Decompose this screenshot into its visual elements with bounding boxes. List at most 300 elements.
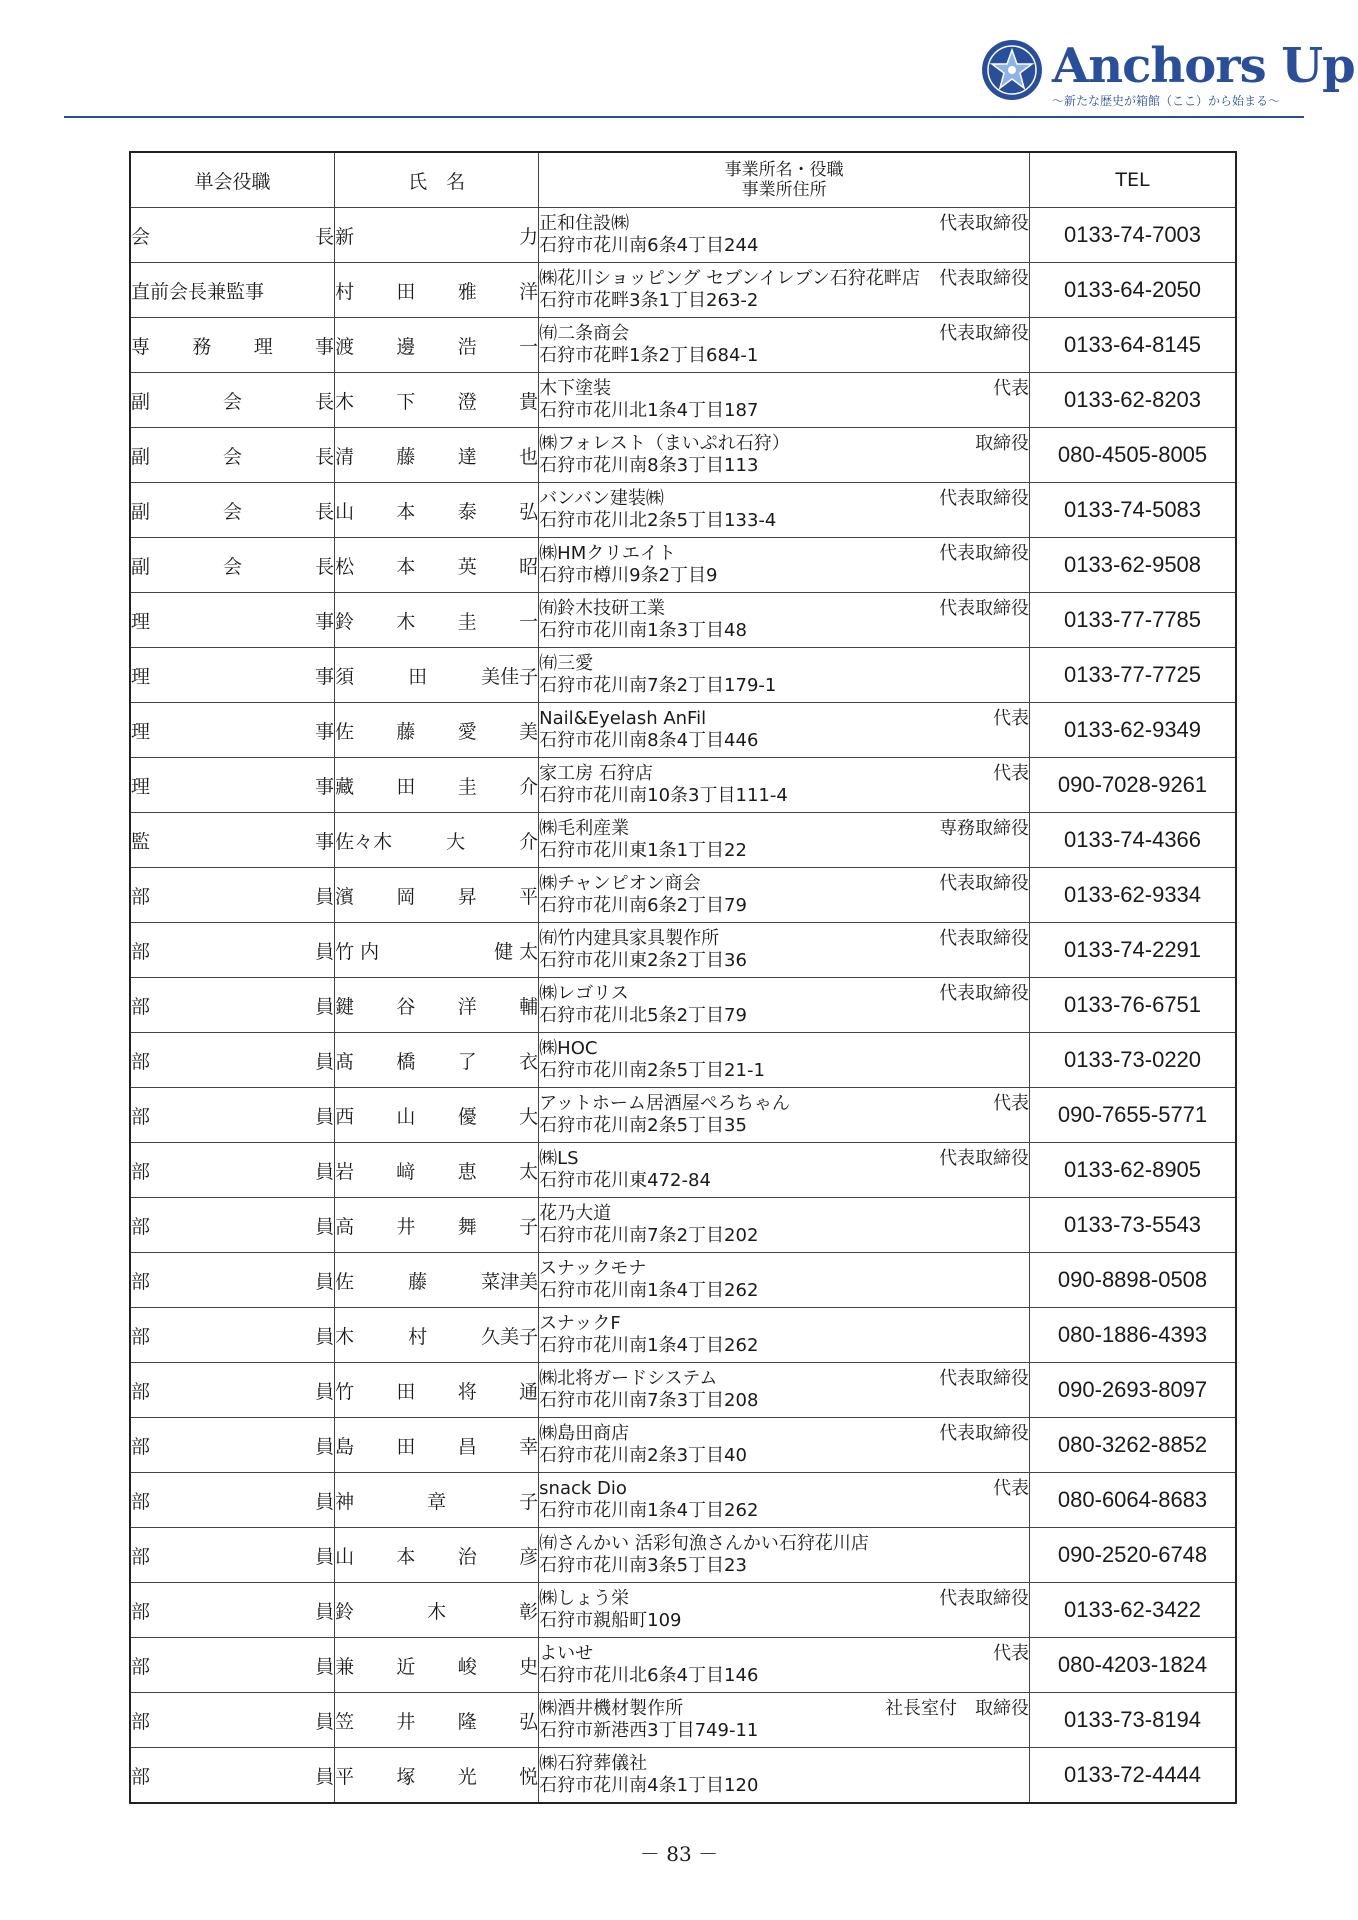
business-address: 石狩市花畔1条2丁目684-1 xyxy=(539,345,759,366)
job-position: 代表 xyxy=(993,1643,1030,1664)
role-char: 長 xyxy=(315,445,335,468)
business-cell xyxy=(539,648,1030,703)
role-char: 部 xyxy=(131,1655,151,1678)
table-row xyxy=(130,813,1236,868)
name-cell xyxy=(335,1583,539,1638)
business-cell xyxy=(539,1198,1030,1253)
name-part: 﨑 xyxy=(396,1160,416,1183)
company-name: バンバン建装㈱ xyxy=(539,488,664,509)
name-cell xyxy=(335,923,539,978)
tel-cell: 0133-74-7003 xyxy=(1030,208,1236,263)
role-char: 副 xyxy=(131,555,151,578)
business-address: 石狩市花川南7条2丁目202 xyxy=(539,1225,759,1246)
business-cell xyxy=(539,1473,1030,1528)
role-text xyxy=(131,1047,334,1074)
name-part: 雅 xyxy=(457,280,477,303)
company-name: スナックF xyxy=(539,1313,621,1334)
name-part: 一 xyxy=(519,335,539,358)
business-address: 石狩市花川南10条3丁目111-4 xyxy=(539,785,788,806)
company-name: ㈲竹内建具家具製作所 xyxy=(539,928,720,949)
role-text xyxy=(131,1102,334,1129)
name-part: 木 xyxy=(427,1600,447,1623)
name-part: 近 xyxy=(396,1655,416,1678)
role-text xyxy=(131,882,334,909)
column-header-business xyxy=(539,152,1030,208)
name-part: 本 xyxy=(396,555,416,578)
role-char: 員 xyxy=(315,1160,335,1183)
tel-cell: 0133-62-3422 xyxy=(1030,1583,1236,1638)
name-cell xyxy=(335,1143,539,1198)
name-part: 美佳子 xyxy=(481,665,539,688)
table-row xyxy=(130,1473,1236,1528)
role-text xyxy=(131,1322,334,1349)
role-char: 会 xyxy=(223,390,243,413)
table-row xyxy=(130,1748,1236,1804)
table-row xyxy=(130,758,1236,813)
role-text xyxy=(131,1652,334,1679)
role-cell xyxy=(130,1583,335,1638)
role-cell xyxy=(130,1143,335,1198)
role-char: 員 xyxy=(315,1215,335,1238)
table-header-row xyxy=(130,152,1236,208)
name-cell xyxy=(335,1253,539,1308)
name-part: 昌 xyxy=(457,1435,477,1458)
business-cell xyxy=(539,758,1030,813)
role-char: 部 xyxy=(131,1600,151,1623)
name-cell xyxy=(335,703,539,758)
company-name: ㈲さんかい 活彩旬漁さんかい石狩花川店 xyxy=(539,1533,869,1554)
business-cell xyxy=(539,1638,1030,1693)
name-part: 田 xyxy=(396,1380,416,1403)
role-char: 部 xyxy=(131,1765,151,1788)
role-text xyxy=(131,937,334,964)
business-cell xyxy=(539,1088,1030,1143)
member-name xyxy=(335,1377,538,1404)
business-address: 石狩市花川南7条2丁目179-1 xyxy=(539,675,777,696)
table-row xyxy=(130,318,1236,373)
role-cell xyxy=(130,1308,335,1363)
name-part: 佐 xyxy=(335,1270,355,1293)
column-header-role: 単会役職 xyxy=(130,152,335,208)
table-row xyxy=(130,648,1236,703)
name-part: 新 xyxy=(335,225,355,248)
tel-cell: 0133-73-5543 xyxy=(1030,1198,1236,1253)
name-part: 幸 xyxy=(519,1435,539,1458)
company-name: ㈱チャンピオン商会 xyxy=(539,873,701,894)
role-text xyxy=(131,277,334,304)
member-name xyxy=(335,882,538,909)
role-char: 監 xyxy=(131,830,151,853)
company-name: ㈱毛利産業 xyxy=(539,818,630,839)
brand-logo xyxy=(980,36,1355,112)
role-char: 員 xyxy=(315,1105,335,1128)
name-part: 輔 xyxy=(519,995,539,1018)
role-text xyxy=(131,1377,334,1404)
name-part: 鈴 xyxy=(335,610,355,633)
name-cell xyxy=(335,1748,539,1804)
member-name xyxy=(335,1267,538,1294)
job-position: 代表取締役 xyxy=(939,1368,1030,1389)
business-address: 石狩市花川南8条4丁目446 xyxy=(539,730,759,751)
name-part: 山 xyxy=(396,1105,416,1128)
name-part: 藤 xyxy=(408,1270,428,1293)
role-cell xyxy=(130,1253,335,1308)
company-name: ㈲二条商会 xyxy=(539,323,630,344)
tel-cell: 0133-74-2291 xyxy=(1030,923,1236,978)
name-part: 渡 xyxy=(335,335,355,358)
table-row xyxy=(130,1528,1236,1583)
tel-cell: 0133-62-8203 xyxy=(1030,373,1236,428)
business-address: 石狩市花川南3条5丁目23 xyxy=(539,1555,747,1576)
name-cell xyxy=(335,1693,539,1748)
name-cell xyxy=(335,1638,539,1693)
role-char: 員 xyxy=(315,885,335,908)
company-name: ㈱石狩葬儀社 xyxy=(539,1753,648,1774)
table-row xyxy=(130,1363,1236,1418)
table-row xyxy=(130,868,1236,923)
tel-cell: 0133-77-7785 xyxy=(1030,593,1236,648)
company-name: アットホーム居酒屋ぺろちゃん xyxy=(539,1093,790,1114)
member-name xyxy=(335,277,538,304)
role-text xyxy=(131,772,334,799)
name-part: 佐 xyxy=(335,720,355,743)
role-char: 部 xyxy=(131,940,151,963)
table-row xyxy=(130,1308,1236,1363)
tel-cell: 090-7655-5771 xyxy=(1030,1088,1236,1143)
role-char: 部 xyxy=(131,1160,151,1183)
name-part: 将 xyxy=(457,1380,477,1403)
company-name: ㈱酒井機材製作所 xyxy=(539,1698,684,1719)
role-text xyxy=(131,1212,334,1239)
role-char: 事 xyxy=(315,665,335,688)
job-position: 代表取締役 xyxy=(939,1423,1030,1444)
job-position: 代表取締役 xyxy=(939,323,1030,344)
table-row xyxy=(130,483,1236,538)
name-part: 介 xyxy=(519,830,539,853)
business-cell xyxy=(539,538,1030,593)
job-position: 代表 xyxy=(993,378,1030,399)
role-char: 部 xyxy=(131,1325,151,1348)
name-part: 鈴 xyxy=(335,1600,355,1623)
role-cell xyxy=(130,1693,335,1748)
table-row xyxy=(130,593,1236,648)
column-header-business-line1: 事業所名・役職 xyxy=(724,160,844,180)
business-name-line xyxy=(539,1148,1029,1170)
business-address: 石狩市花川南7条3丁目208 xyxy=(539,1390,759,1411)
tel-cell: 080-4505-8005 xyxy=(1030,428,1236,483)
company-name: 正和住設㈱ xyxy=(539,213,630,234)
role-cell xyxy=(130,483,335,538)
company-name: ㈱しょう栄 xyxy=(539,1588,630,1609)
name-part: 高 xyxy=(335,1215,355,1238)
name-part: 章 xyxy=(427,1490,447,1513)
business-cell xyxy=(539,428,1030,483)
member-name xyxy=(335,442,538,469)
name-part: 本 xyxy=(396,500,416,523)
role-char: 員 xyxy=(315,1380,335,1403)
roster-body xyxy=(130,208,1236,1804)
role-text xyxy=(131,387,334,414)
business-name-line xyxy=(539,433,1029,455)
member-name xyxy=(335,1322,538,1349)
tel-cell: 090-8898-0508 xyxy=(1030,1253,1236,1308)
company-name: ㈱HOC xyxy=(539,1038,598,1059)
role-cell xyxy=(130,1528,335,1583)
name-part: 治 xyxy=(457,1545,477,1568)
name-part: 清 xyxy=(335,445,355,468)
name-part: 太 xyxy=(519,1160,539,1183)
role-text xyxy=(131,332,334,359)
name-part: 衣 xyxy=(519,1050,539,1073)
business-address: 石狩市花川北6条4丁目146 xyxy=(539,1665,759,1686)
company-name: ㈱HMクリエイト xyxy=(539,543,676,564)
name-part: 笠 xyxy=(335,1710,355,1733)
company-name: ㈱花川ショッピング セブンイレブン石狩花畔店 xyxy=(539,268,920,289)
role-cell xyxy=(130,263,335,318)
name-part: 達 xyxy=(457,445,477,468)
name-part: 菜津美 xyxy=(481,1270,539,1293)
name-part: 田 xyxy=(396,280,416,303)
member-name xyxy=(335,662,538,689)
job-position: 代表取締役 xyxy=(939,543,1030,564)
name-cell xyxy=(335,758,539,813)
name-part: 井 xyxy=(396,1215,416,1238)
member-name xyxy=(335,772,538,799)
tel-cell: 0133-72-4444 xyxy=(1030,1748,1236,1804)
name-cell xyxy=(335,538,539,593)
name-part: 弘 xyxy=(519,1710,539,1733)
business-name-line xyxy=(539,1478,1029,1500)
brand-name: Anchors Up xyxy=(1052,38,1355,94)
role-char: 員 xyxy=(315,1270,335,1293)
table-row xyxy=(130,1693,1236,1748)
company-name: ㈲三愛 xyxy=(539,653,594,674)
business-name-line xyxy=(539,268,1029,290)
name-part: 了 xyxy=(457,1050,477,1073)
business-name-line xyxy=(539,543,1029,565)
page-number: － 83 － xyxy=(639,1842,719,1866)
company-name: ㈱島田商店 xyxy=(539,1423,630,1444)
name-part: 英 xyxy=(457,555,477,578)
business-name-line xyxy=(539,213,1029,235)
table-row xyxy=(130,1583,1236,1638)
role-char: 副 xyxy=(131,500,151,523)
role-char: 直前会長兼監事 xyxy=(131,280,265,303)
header-divider xyxy=(64,116,1304,118)
role-char: 部 xyxy=(131,1050,151,1073)
role-char: 長 xyxy=(315,390,335,413)
role-char: 理 xyxy=(131,610,151,633)
table-row xyxy=(130,923,1236,978)
role-cell xyxy=(130,758,335,813)
business-cell xyxy=(539,978,1030,1033)
company-name: 花乃大道 xyxy=(539,1203,612,1224)
business-name-line xyxy=(539,1423,1029,1445)
member-name xyxy=(335,1542,538,1569)
role-cell xyxy=(130,703,335,758)
business-name-line xyxy=(539,1698,1029,1720)
company-name: 家工房 石狩店 xyxy=(539,763,653,784)
tel-cell: 0133-64-2050 xyxy=(1030,263,1236,318)
business-address: 石狩市花川南8条3丁目113 xyxy=(539,455,759,476)
business-name-line xyxy=(539,1368,1029,1390)
role-cell xyxy=(130,373,335,428)
role-char: 事 xyxy=(315,335,335,358)
member-name xyxy=(335,497,538,524)
job-position: 代表取締役 xyxy=(939,1148,1030,1169)
business-address: 石狩市親船町109 xyxy=(539,1610,682,1631)
name-part: 髙 xyxy=(335,1050,355,1073)
name-part: 須 xyxy=(335,665,355,688)
role-char: 部 xyxy=(131,1380,151,1403)
name-cell xyxy=(335,1308,539,1363)
tel-cell: 080-1886-4393 xyxy=(1030,1308,1236,1363)
business-address: 石狩市花川北1条4丁目187 xyxy=(539,400,759,421)
name-part: 彰 xyxy=(519,1600,539,1623)
business-name-line xyxy=(539,488,1029,510)
tel-cell: 0133-74-4366 xyxy=(1030,813,1236,868)
business-address: 石狩市花川東1条1丁目22 xyxy=(539,840,747,861)
name-cell xyxy=(335,373,539,428)
name-part: 健 太 xyxy=(494,940,539,963)
business-cell xyxy=(539,1693,1030,1748)
column-header-tel: TEL xyxy=(1030,152,1236,208)
role-char: 専 xyxy=(131,335,151,358)
name-part: 一 xyxy=(519,610,539,633)
member-name xyxy=(335,607,538,634)
role-char: 部 xyxy=(131,1710,151,1733)
name-part: 竹 内 xyxy=(335,940,380,963)
tel-cell: 090-7028-9261 xyxy=(1030,758,1236,813)
column-header-business-line2: 事業所住所 xyxy=(741,180,827,200)
role-char: 員 xyxy=(315,1710,335,1733)
business-name-line xyxy=(539,653,1029,675)
name-part: 介 xyxy=(519,775,539,798)
name-part: 澄 xyxy=(457,390,477,413)
job-position: 代表取締役 xyxy=(939,1588,1030,1609)
role-char: 員 xyxy=(315,1545,335,1568)
company-name: 木下塗装 xyxy=(539,378,612,399)
member-name xyxy=(335,1212,538,1239)
name-cell xyxy=(335,1418,539,1473)
business-address: 石狩市花川北5条2丁目79 xyxy=(539,1005,747,1026)
business-address: 石狩市花川東2条2丁目36 xyxy=(539,950,747,971)
anchor-star-emblem-icon xyxy=(980,38,1044,102)
company-name: ㈱レゴリス xyxy=(539,983,629,1004)
role-char: 員 xyxy=(315,1600,335,1623)
role-text xyxy=(131,607,334,634)
business-address: 石狩市花畔3条1丁目263-2 xyxy=(539,290,759,311)
column-header-name: 氏 名 xyxy=(335,152,539,208)
role-text xyxy=(131,1707,334,1734)
name-part: 子 xyxy=(519,1490,539,1513)
role-char: 部 xyxy=(131,1435,151,1458)
company-name: ㈱LS xyxy=(539,1148,579,1169)
name-part: 本 xyxy=(396,1545,416,1568)
table-row xyxy=(130,1638,1236,1693)
business-name-line xyxy=(539,1313,1029,1335)
name-part: 橋 xyxy=(396,1050,416,1073)
role-cell xyxy=(130,648,335,703)
role-char: 部 xyxy=(131,885,151,908)
business-cell xyxy=(539,1143,1030,1198)
business-name-line xyxy=(539,378,1029,400)
table-row xyxy=(130,978,1236,1033)
business-name-line xyxy=(539,818,1029,840)
business-cell xyxy=(539,483,1030,538)
business-name-line xyxy=(539,323,1029,345)
table-row xyxy=(130,263,1236,318)
role-cell xyxy=(130,1473,335,1528)
tel-cell: 0133-76-6751 xyxy=(1030,978,1236,1033)
business-name-line xyxy=(539,1753,1029,1775)
role-text xyxy=(131,992,334,1019)
business-cell xyxy=(539,373,1030,428)
business-cell xyxy=(539,593,1030,648)
name-cell xyxy=(335,1088,539,1143)
name-part: 彦 xyxy=(519,1545,539,1568)
name-part: 大 xyxy=(446,830,466,853)
role-text xyxy=(131,442,334,469)
name-part: 木 xyxy=(335,1325,355,1348)
name-part: 弘 xyxy=(519,500,539,523)
name-part: 力 xyxy=(519,225,539,248)
name-part: 西 xyxy=(335,1105,355,1128)
name-cell xyxy=(335,428,539,483)
member-name xyxy=(335,222,538,249)
business-cell xyxy=(539,813,1030,868)
name-part: 岩 xyxy=(335,1160,355,1183)
role-text xyxy=(131,1432,334,1459)
name-part: 田 xyxy=(408,665,428,688)
table-row xyxy=(130,1418,1236,1473)
company-name: snack Dio xyxy=(539,1478,627,1499)
name-part: 田 xyxy=(396,1435,416,1458)
role-char: 長 xyxy=(315,555,335,578)
business-cell xyxy=(539,1748,1030,1804)
name-part: 昭 xyxy=(519,555,539,578)
name-part: 舞 xyxy=(457,1215,477,1238)
role-char: 長 xyxy=(315,225,335,248)
job-position: 代表取締役 xyxy=(939,213,1030,234)
role-text xyxy=(131,1597,334,1624)
name-part: 圭 xyxy=(457,610,477,633)
tel-cell: 0133-77-7725 xyxy=(1030,648,1236,703)
role-char: 員 xyxy=(315,940,335,963)
job-position: 代表 xyxy=(993,1093,1030,1114)
name-cell xyxy=(335,483,539,538)
business-name-line xyxy=(539,708,1029,730)
business-cell xyxy=(539,1308,1030,1363)
role-char: 副 xyxy=(131,445,151,468)
name-part: 泰 xyxy=(457,500,477,523)
tel-cell: 0133-62-9508 xyxy=(1030,538,1236,593)
role-cell xyxy=(130,318,335,373)
job-position: 代表取締役 xyxy=(939,983,1030,1004)
role-cell xyxy=(130,1363,335,1418)
business-cell xyxy=(539,318,1030,373)
name-part: 山 xyxy=(335,1545,355,1568)
role-char: 事 xyxy=(315,610,335,633)
role-cell xyxy=(130,428,335,483)
member-name xyxy=(335,1157,538,1184)
name-part: 悦 xyxy=(519,1765,539,1788)
name-part: 美 xyxy=(519,720,539,743)
tel-cell: 0133-62-9334 xyxy=(1030,868,1236,923)
role-char: 理 xyxy=(253,335,273,358)
company-name: ㈱フォレスト（まいぷれ石狩） xyxy=(539,433,790,454)
member-name xyxy=(335,387,538,414)
